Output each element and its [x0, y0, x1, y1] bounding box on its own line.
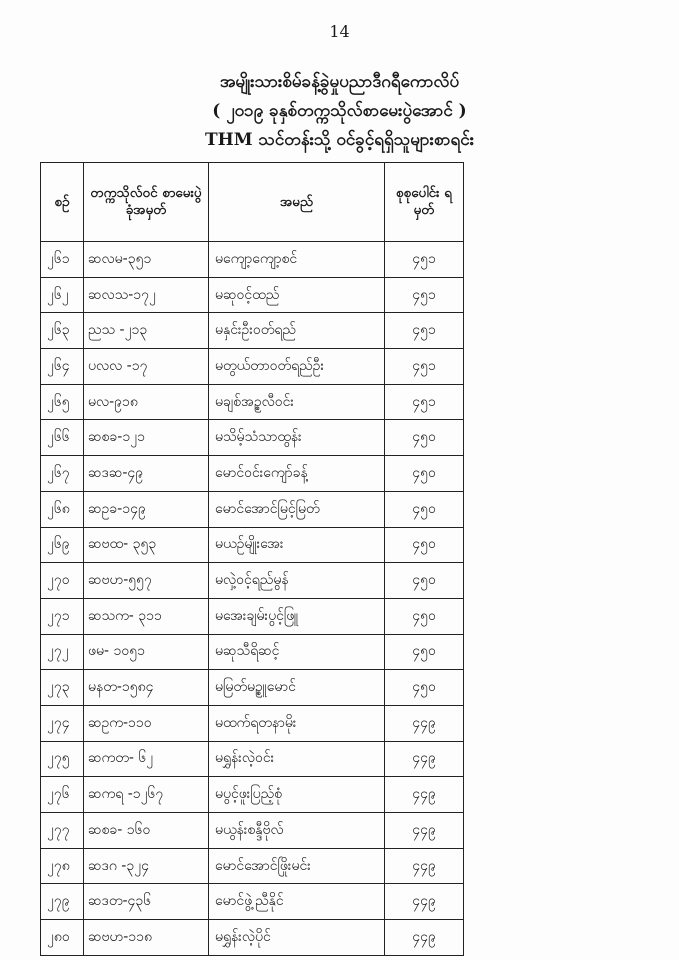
cell-name: မထက်ရတနာမိုး	[209, 705, 385, 741]
cell-total-marks: ၄၅၀	[385, 634, 464, 670]
table-row	[41, 884, 464, 920]
table-row	[41, 527, 464, 563]
cell-name: မတွယ်တာဝတ်ရည်ဦး	[209, 349, 385, 385]
table-body	[41, 242, 464, 956]
cell-seat-number: ဆဗဟ-၅၅၇	[84, 563, 209, 599]
cell-total-marks: ၄၄၉	[385, 920, 464, 956]
cell-serial-no: ၂၆၃	[41, 313, 84, 349]
table-row	[41, 848, 464, 884]
cell-total-marks: ၄၅၀	[385, 527, 464, 563]
cell-total-marks: ၄၅၁	[385, 349, 464, 385]
cell-serial-no: ၂၇၄	[41, 705, 84, 741]
table-row	[41, 420, 464, 456]
cell-name: မောင်ဝင်းကျော်ခန့်	[209, 456, 385, 492]
cell-serial-no: ၂၇၅	[41, 741, 84, 777]
cell-name: မလှဲ့ဝင့်ရည်မွန်	[209, 563, 385, 599]
table-row	[41, 598, 464, 634]
admission-table	[40, 162, 464, 956]
cell-total-marks: ၄၄၉	[385, 777, 464, 813]
cell-total-marks: ၄၄၉	[385, 813, 464, 849]
cell-serial-no: ၂၆၆	[41, 420, 84, 456]
table-row	[41, 563, 464, 599]
cell-name: မယွန်းစန္ဒီဗိုလ်	[209, 813, 385, 849]
cell-serial-no: ၂၈၀	[41, 920, 84, 956]
cell-name: မနှင်းဦးဝတ်ရည်	[209, 313, 385, 349]
table-row	[41, 491, 464, 527]
cell-seat-number: ဆစခ-၁၂၁	[84, 420, 209, 456]
cell-seat-number: မနတ-၁၅၈၄	[84, 670, 209, 706]
cell-seat-number: ဆဗထ- ၃၅၃	[84, 527, 209, 563]
title-block	[0, 68, 679, 155]
table-row	[41, 777, 464, 813]
cell-serial-no: ၂၇၀	[41, 563, 84, 599]
cell-serial-no: ၂၆၄	[41, 349, 84, 385]
cell-seat-number: ဆဒတ-၄၃၆	[84, 884, 209, 920]
cell-seat-number: ဆကတ- ၆၂	[84, 741, 209, 777]
cell-serial-no: ၂၇၃	[41, 670, 84, 706]
cell-name: မကျော့ကျော့စင်	[209, 242, 385, 278]
cell-total-marks: ၄၅၀	[385, 420, 464, 456]
table-row	[41, 313, 464, 349]
table-row	[41, 384, 464, 420]
header-total-marks: စုစုပေါင်း ရမှတ်	[385, 163, 464, 242]
cell-serial-no: ၂၆၁	[41, 242, 84, 278]
cell-serial-no: ၂၆၇	[41, 456, 84, 492]
table-row	[41, 705, 464, 741]
title-list-name: THM သင်တန်းသို့ ဝင်ခွင့်ရရှိသူများစာရင်း	[204, 130, 475, 150]
cell-total-marks: ၄၄၉	[385, 848, 464, 884]
cell-seat-number: ပလလ -၁၇	[84, 349, 209, 385]
cell-seat-number: ဆဥခ-၁၄၉	[84, 491, 209, 527]
cell-serial-no: ၂၇၇	[41, 813, 84, 849]
header-seat-number: တက္ကသိုလ်ဝင် စာမေးပွဲ ခုံအမှတ်	[84, 163, 209, 242]
table-header-row	[41, 163, 464, 242]
cell-total-marks: ၄၅၀	[385, 598, 464, 634]
cell-total-marks: ၄၅၁	[385, 277, 464, 313]
cell-serial-no: ၂၆၉	[41, 527, 84, 563]
cell-seat-number: ဆကရ -၁၂၆၇	[84, 777, 209, 813]
cell-serial-no: ၂၆၅	[41, 384, 84, 420]
cell-serial-no: ၂၇၉	[41, 884, 84, 920]
cell-name: မဆုဝင့်ထည်	[209, 277, 385, 313]
cell-seat-number: ဆဒဆ-၄၉	[84, 456, 209, 492]
table-row	[41, 277, 464, 313]
cell-serial-no: ၂၇၆	[41, 777, 84, 813]
table-row	[41, 670, 464, 706]
table-row	[41, 741, 464, 777]
cell-name: မမြတ်မဥ္စူမောင်	[209, 670, 385, 706]
cell-seat-number: ဆဒဂ -၃၂၄	[84, 848, 209, 884]
cell-seat-number: ဆလမ-၃၅၁	[84, 242, 209, 278]
cell-total-marks: ၄၅၀	[385, 670, 464, 706]
header-serial-no: စဉ်	[41, 163, 84, 242]
cell-seat-number: ဖမ- ၁၀၅၁	[84, 634, 209, 670]
cell-name: မရွှန်းလဲ့ဝင်း	[209, 741, 385, 777]
cell-serial-no: ၂၇၈	[41, 848, 84, 884]
cell-serial-no: ၂၇၂	[41, 634, 84, 670]
cell-name: မပွင့်ဖူးပြည့်စုံ	[209, 777, 385, 813]
cell-total-marks: ၄၄၉	[385, 884, 464, 920]
cell-total-marks: ၄၅၁	[385, 242, 464, 278]
cell-total-marks: ၄၄၉	[385, 705, 464, 741]
cell-seat-number: ဆလသ-၁၇၂	[84, 277, 209, 313]
cell-name: မအေးချမ်းပွင့်ဖြူ	[209, 598, 385, 634]
table-row	[41, 813, 464, 849]
cell-total-marks: ၄၄၉	[385, 741, 464, 777]
cell-total-marks: ၄၅၀	[385, 491, 464, 527]
cell-name: မောင်အောင်ဖြိုးမင်း	[209, 848, 385, 884]
cell-name: မယဉ်မျိုးအေး	[209, 527, 385, 563]
title-exam-year: ( ၂၀၁၉ ခုနှစ်တက္ကသိုလ်စာမေးပွဲအောင် )	[212, 101, 467, 121]
cell-name: မချစ်အဥ္စလီဝင်း	[209, 384, 385, 420]
table-row	[41, 456, 464, 492]
cell-total-marks: ၄၅၁	[385, 384, 464, 420]
page-number: 14	[329, 22, 350, 41]
table-row	[41, 242, 464, 278]
cell-name: မဆုသီရိဆင့်	[209, 634, 385, 670]
cell-serial-no: ၂၆၈	[41, 491, 84, 527]
cell-seat-number: ဆဗဟ-၁၁၈	[84, 920, 209, 956]
cell-name: မောင်ဖွဲ့ညီနိုင်	[209, 884, 385, 920]
cell-name: မရွှန်းလဲ့ပိုင်	[209, 920, 385, 956]
cell-total-marks: ၄၅၀	[385, 563, 464, 599]
cell-total-marks: ၄၅၀	[385, 456, 464, 492]
cell-total-marks: ၄၅၁	[385, 313, 464, 349]
cell-serial-no: ၂၇၁	[41, 598, 84, 634]
cell-seat-number: မလ-၉၁၈	[84, 384, 209, 420]
cell-name: မသိမ့်သံသာထွန်း	[209, 420, 385, 456]
table-row	[41, 349, 464, 385]
cell-seat-number: ဆဥက-၁၁၀	[84, 705, 209, 741]
cell-seat-number: ဆစခ- ၁၆၀	[84, 813, 209, 849]
header-name: အမည်	[209, 163, 385, 242]
cell-serial-no: ၂၆၂	[41, 277, 84, 313]
cell-name: မောင်အောင်မြင့်မြတ်	[209, 491, 385, 527]
table-row	[41, 920, 464, 956]
cell-seat-number: ဆသက- ၃၁၁	[84, 598, 209, 634]
title-college-name: အမျိုးသားစိမ်ခန့်ခွဲမှုပညာဒီဂရီကောလိပ်	[219, 72, 460, 92]
table-row	[41, 634, 464, 670]
cell-seat-number: ညသ -၂၁၃	[84, 313, 209, 349]
